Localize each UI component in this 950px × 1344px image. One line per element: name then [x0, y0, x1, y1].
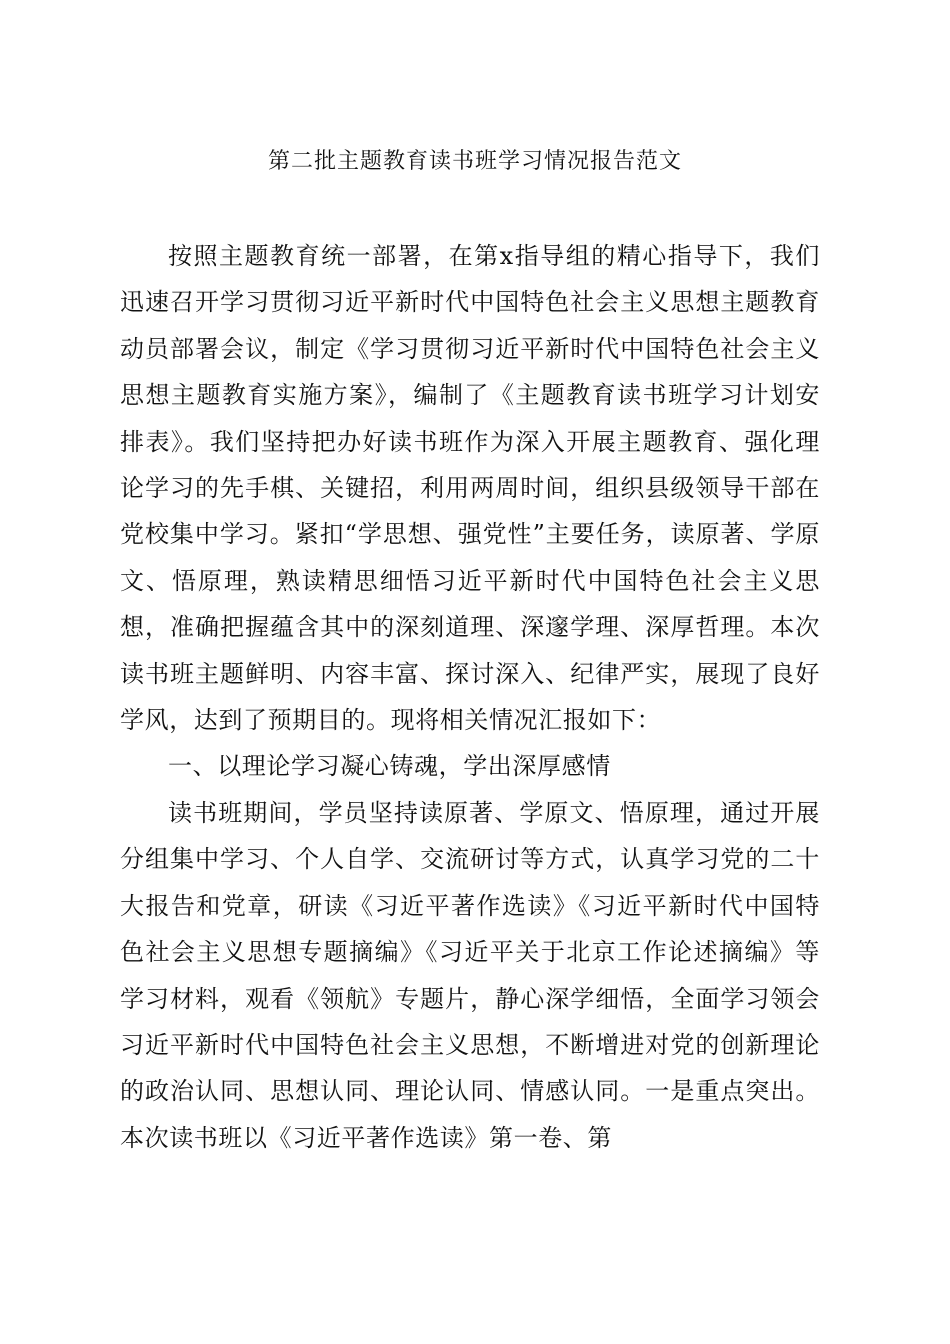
intro-paragraph: 按照主题教育统一部署，在第x指导组的精心指导下，我们迅速召开学习贯彻习近平新时代中国特色社会主义思想主题教育动员部署会议，制定《学习贯彻习近平新时代中国特色社会主义思想主题教育实施方案》，编制了《主题教育读书班学习计划安排表》。我们坚持把办好读书班作为深入开展主题教育、强化理论学习的先手棋、关键招，利用两周时间，组织县级领导干部在党校集中学习。紧扣“学思想、强党性”主要任务，读原著、学原文、悟原理，熟读精思细悟习近平新时代中国特色社会主义思想，准确把握蕴含其中的深刻道理、深邃学理、深厚哲理。本次读书班主题鲜明、内容丰富、探讨深入、纪律严实，展现了良好学风，达到了预期目的。现将相关情况汇报如下：	[120, 242, 820, 735]
document-body	[120, 233, 820, 1161]
document-title: 第二批主题教育读书班学习情况报告范文	[267, 149, 682, 174]
section-heading: 一、以理论学习凝心铸魂，学出深厚感情	[168, 752, 611, 781]
section-paragraph: 读书班期间，学员坚持读原著、学原文、悟原理，通过开展分组集中学习、个人自学、交流研讨等方式，认真学习党的二十大报告和党章，研读《习近平著作选读》《习近平新时代中国特色社会主义思想专题摘编》《习近平关于北京工作论述摘编》等学习材料，观看《领航》专题片，静心深学细悟，全面学习领会习近平新时代中国特色社会主义思想，不断增进对党的创新理论的政治认同、思想认同、理论认同、情感认同。一是重点突出。本次读书班以《习近平著作选读》第一卷、第	[120, 798, 820, 1152]
